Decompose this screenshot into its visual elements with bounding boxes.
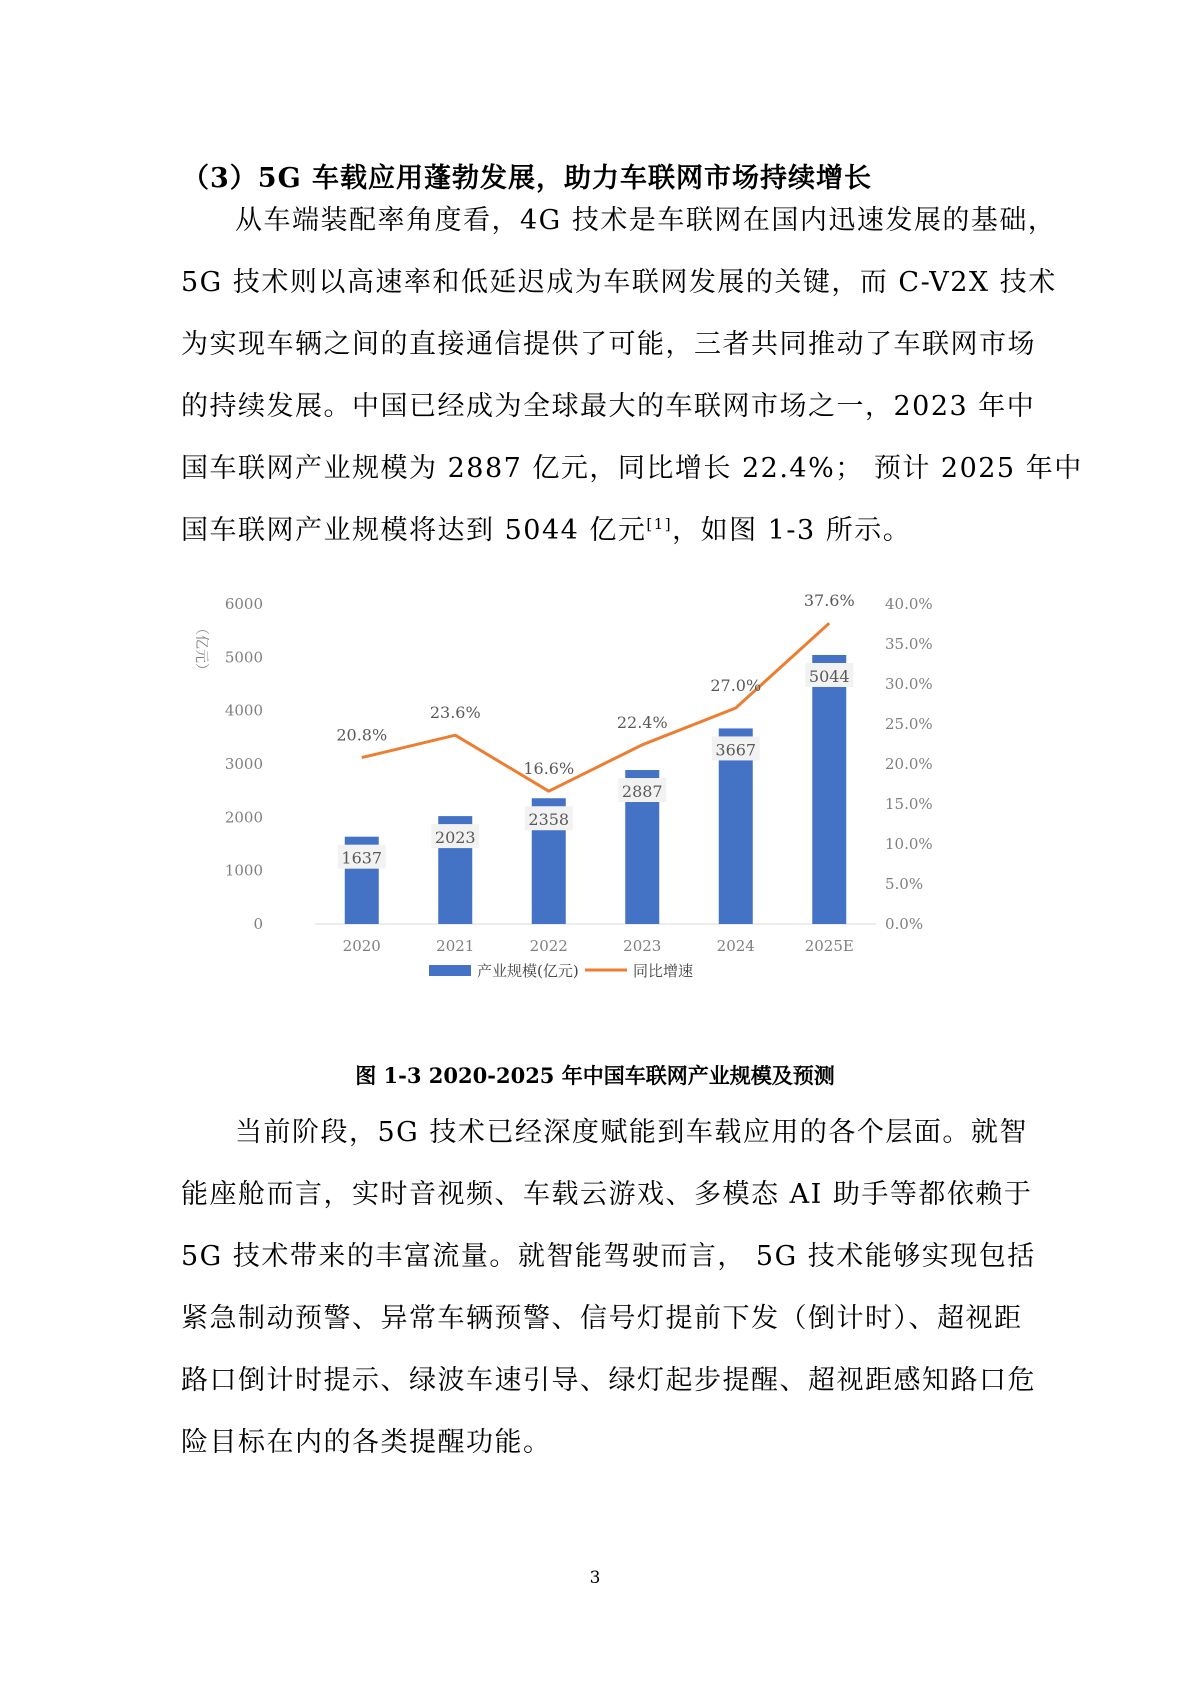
y2-tick-label: 40.0%	[885, 595, 933, 613]
chart-figure	[181, 584, 1014, 1044]
paragraph-line: 紧急制动预警、异常车辆预警、信号灯提前下发（倒计时）、超视距	[181, 1303, 1023, 1334]
bar-data-label: 2358	[528, 810, 570, 830]
x-tick-label: 2022	[529, 937, 568, 955]
bar	[812, 655, 846, 924]
x-tick-label: 2023	[623, 937, 662, 955]
paragraph-text: 国车联网产业规模将达到 5044 亿元	[181, 515, 647, 546]
y-tick-label: 2000	[224, 808, 263, 827]
bar-data-label: 2023	[434, 828, 476, 848]
y2-tick-label: 20.0%	[885, 755, 933, 773]
paragraph-line: 从车端装配率角度看，4G 技术是车联网在国内迅速发展的基础，	[235, 205, 1057, 236]
y-tick-label: 4000	[224, 701, 263, 720]
y-tick-label: 3000	[224, 755, 263, 773]
legend-swatch-bars	[429, 965, 471, 976]
y-tick-label: 0	[253, 915, 263, 933]
y2-tick-label: 5.0%	[885, 875, 924, 893]
bar-data-label: 3667	[715, 740, 757, 760]
paragraph-line: 险目标在内的各类提醒功能。	[181, 1427, 552, 1458]
paragraph-line: 5G 技术带来的丰富流量。就智能驾驶而言， 5G 技术能够实现包括	[181, 1241, 1036, 1272]
combo-chart	[181, 584, 1014, 1044]
bar-data-label: 1637	[341, 848, 383, 868]
paragraph-line: 国车联网产业规模为 2887 亿元，同比增长 22.4%； 预计 2025 年中	[181, 453, 1083, 484]
line-data-label: 20.8%	[336, 725, 388, 745]
paragraph-2	[181, 1102, 1036, 1474]
y2-tick-label: 10.0%	[885, 835, 933, 853]
y-tick-label: 1000	[224, 861, 263, 880]
paragraph-text: ，如图 1-3 所示。	[672, 515, 912, 546]
y-tick-label: 5000	[224, 648, 263, 667]
section-heading: （3）5G 车载应用蓬勃发展，助力车联网市场持续增长	[182, 163, 873, 194]
y-tick-label: 6000	[224, 595, 263, 613]
y2-tick-label: 0.0%	[885, 915, 924, 933]
line-data-label: 27.0%	[710, 676, 762, 695]
y2-tick-label: 30.0%	[885, 675, 933, 693]
line-data-label: 22.4%	[616, 712, 668, 732]
bar-data-label: 5044	[808, 666, 850, 686]
reference-marker[interactable]: [1]	[646, 515, 673, 533]
paragraph-line: 的持续发展。中国已经成为全球最大的车联网市场之一，2023 年中	[181, 391, 1036, 422]
line-data-label: 16.6%	[523, 759, 575, 779]
y2-tick-label: 25.0%	[885, 715, 933, 733]
legend-label-bars: 产业规模(亿元)	[477, 962, 579, 980]
page-number: 3	[589, 1568, 601, 1588]
legend-label-line: 同比增速	[633, 962, 694, 980]
y2-tick-label: 35.0%	[885, 635, 933, 653]
x-tick-label: 2025E	[804, 937, 854, 955]
paragraph-line: 路口倒计时提示、绿波车速引导、绿灯起步提醒、超视距感知路口危	[181, 1365, 1036, 1396]
paragraph-line: 为实现车辆之间的直接通信提供了可能，三者共同推动了车联网市场	[181, 329, 1036, 360]
paragraph-line: 5G 技术则以高速率和低延迟成为车联网发展的关键，而 C-V2X 技术	[181, 267, 1057, 298]
paragraph-1	[181, 190, 1083, 562]
paragraph-last-line	[181, 500, 1014, 562]
x-tick-label: 2020	[342, 937, 381, 955]
bar-data-label: 2887	[621, 782, 663, 802]
y2-tick-label: 15.0%	[885, 795, 933, 813]
line-data-label: 23.6%	[429, 703, 481, 723]
x-tick-label: 2024	[716, 937, 755, 955]
line-data-label: 37.6%	[803, 591, 855, 611]
paragraph-line: 能座舱而言，实时音视频、车载云游戏、多模态 AI 助手等都依赖于	[181, 1179, 1033, 1210]
y-axis-title: （亿元）	[193, 621, 209, 677]
figure-caption: 图 1-3 2020-2025 年中国车联网产业规模及预测	[355, 1063, 835, 1088]
paragraph-line: 当前阶段，5G 技术已经深度赋能到车载应用的各个层面。就智	[235, 1117, 1028, 1148]
x-tick-label: 2021	[436, 937, 475, 955]
